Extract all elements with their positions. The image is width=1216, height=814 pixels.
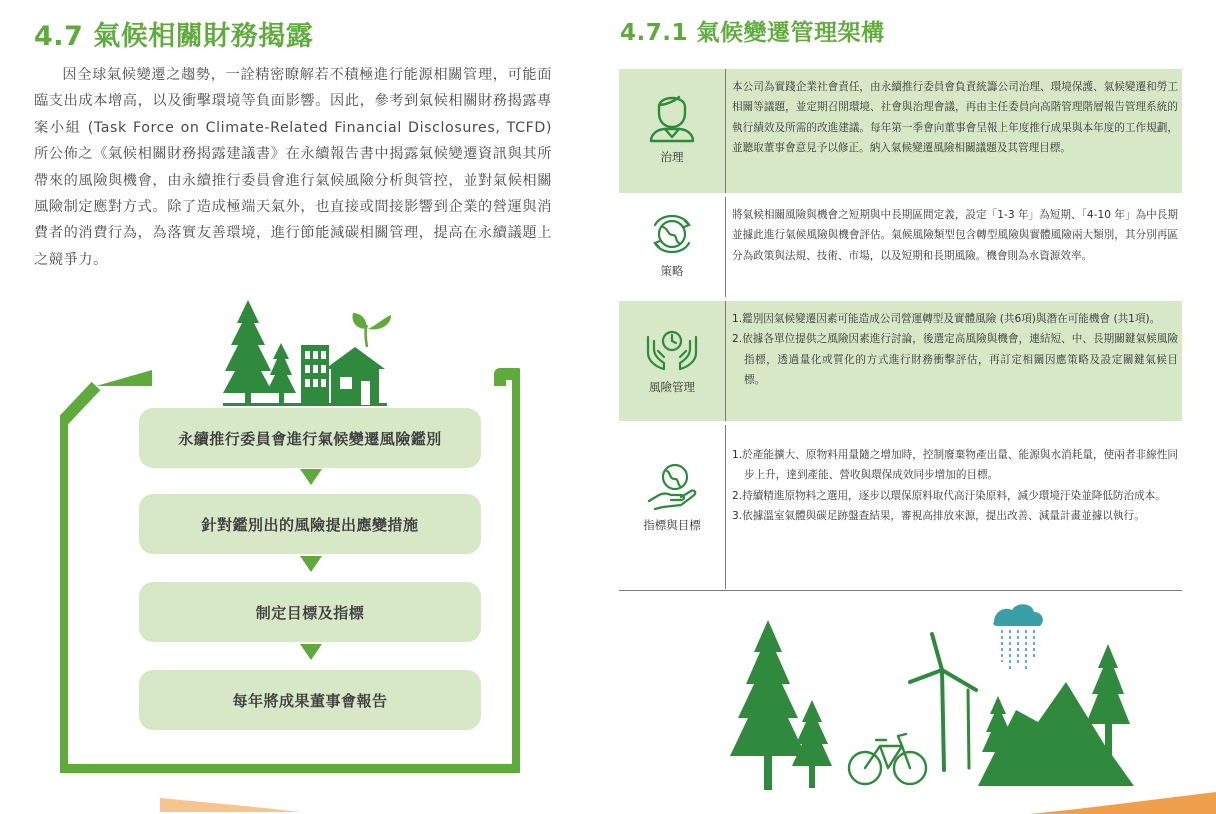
risk-management-list — [732, 309, 1178, 391]
list-item: 1.鑑別因氣候變遷因素可能造成公司營運轉型及實體風險 (共6項)與潛在可能機會 (共1項)。 — [732, 313, 1161, 325]
hands-protect-icon — [644, 323, 700, 373]
flow-step-3: 制定目標及指標 — [139, 582, 481, 642]
flow-step-1: 永續推行委員會進行氣候變遷風險鑑別 — [139, 408, 481, 468]
list-item: 3.依據溫室氣體與碳足跡盤查結果，審視高排放來源，提出改善、減量計畫並據以執行。 — [732, 510, 1145, 523]
row-label-risk-management: 風險管理 — [649, 380, 695, 394]
flow-arrow-1 — [300, 469, 322, 485]
table-row-metrics-targets — [619, 425, 1182, 589]
list-item: 2.依據各單位提供之風險因素進行討論，後選定高風險與機會，連結短、中、長期關鍵氣候風險指標，透過量化或質化的方式進行財務衝擊評估，再訂定相關因應策略及設定關鍵氣候目標。 — [732, 333, 1178, 387]
list-item: 2.持續精進原物料之選用，逐步以環保原料取代高汙染原料，減少環境汙染並降低防治成本。 — [732, 489, 1166, 502]
orange-brush-right — [1030, 790, 1216, 814]
flow-step-2: 針對鑑別出的風險提出應變措施 — [139, 494, 481, 554]
table-bottom-rule — [619, 590, 1182, 591]
row-label-strategy: 策略 — [660, 264, 684, 278]
table-row-strategy — [619, 197, 1182, 297]
flow-arrow-2 — [300, 556, 322, 572]
orange-brush-left — [160, 796, 300, 814]
flow-step-4: 每年將成果董事會報告 — [139, 670, 481, 730]
metrics-targets-list — [732, 445, 1178, 527]
table-row-risk-management — [619, 301, 1182, 421]
person-icon — [647, 87, 697, 143]
list-item: 1.於產能擴大、原物料用量隨之增加時，控制廢棄物產出量、能源與水消耗量，使兩者非線性同步上升，達到產能、營收與環保成效同步增加的目標。 — [732, 449, 1178, 482]
row-text-governance: 本公司為實踐企業社會責任，由永續推行委員會負責統籌公司治理、環境保護、氣候變遷和勞工相關等議題，並定期召開環境、社會與治理會議，再由主任委員向高階管理階層報告管理系統的執行績效及所需的改進建議。每年第一季會向董事會呈報上年度推行成果與本年度的工作規劃，並聽取董事會意見予以修正。納入氣候變遷風險相關議題及其管理目標。 — [732, 81, 1178, 155]
forest-windmill-bicycle-illustration — [720, 600, 1160, 796]
globe-recycle-icon — [649, 211, 695, 257]
hand-globe-icon — [647, 461, 697, 511]
subsection-heading: 4.7.1 氣候變遷管理架構 — [620, 20, 885, 46]
row-label-metrics-targets: 指標與目標 — [643, 518, 701, 532]
section-heading: 4.7 氣候相關財務揭露 — [34, 21, 314, 52]
table-row-governance — [619, 69, 1182, 193]
row-label-governance: 治理 — [660, 150, 684, 164]
flow-arrow-3 — [300, 644, 322, 660]
intro-paragraph: 因全球氣候變遷之趨勢，一詮精密瞭解若不積極進行能源相關管理，可能面臨支出成本增高，以及衝擊環境等負面影響。因此，參考到氣候相關財務揭露專案小組 (Task Force on Climate-Related Financial Disclosures, TCFD) 所公佈之《氣候相關財務揭露建議書》在永續報告書中揭露氣候變遷資訊與其所帶來的風險與機會，由永續推行委員會進行氣候風險分析與管控，並對氣候相關風險制定應對方式。除了造成極端天氣外，也直接或間接影響到企業的營運與消費者的消費行為，為落實友善環境，進行節能減碳相關管理，提高在永續議題上之競爭力。 — [34, 67, 552, 268]
row-text-strategy: 將氣候相關風險與機會之短期與中長期區間定義，設定「1-3 年」為短期、「4-10 年」為中長期並據此進行氣候風險與機會評估。氣候風險類型包含轉型風險與實體風險兩大類別，其分別再區分為政策與法規、技術、市場，以及短期和長期風險。機會則為水資源效率。 — [732, 209, 1178, 262]
